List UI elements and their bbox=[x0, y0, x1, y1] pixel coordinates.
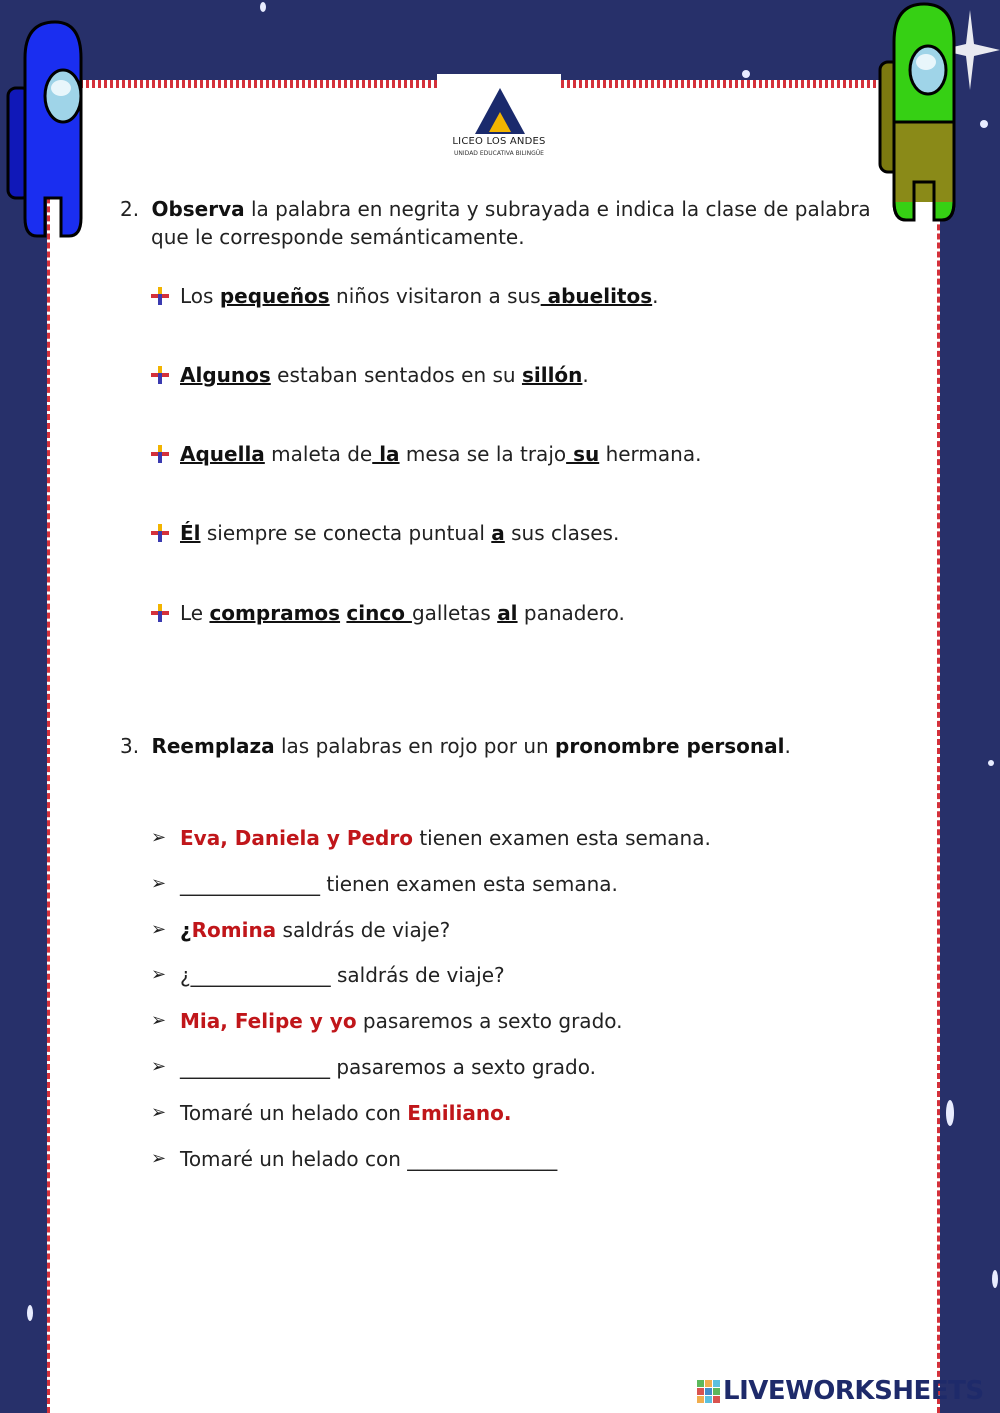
q2-rest: la palabra en negrita y subrayada e indica la clase de palabra bbox=[244, 197, 871, 221]
underlined-word: Aquella bbox=[180, 442, 265, 466]
q2-number: 2. bbox=[120, 197, 140, 221]
q3-item bbox=[180, 963, 505, 987]
underlined-word: la bbox=[372, 442, 400, 466]
red-word: Emiliano. bbox=[407, 1100, 512, 1125]
plain-text: ¿______________ saldrás de viaje? bbox=[180, 963, 505, 988]
plain-text: . bbox=[652, 284, 659, 308]
plain-text: Tomaré un helado con bbox=[180, 1100, 408, 1125]
underlined-word: Algunos bbox=[180, 363, 271, 387]
liveworksheets-watermark bbox=[697, 1376, 997, 1410]
underlined-word: al bbox=[497, 601, 518, 625]
q3-end: . bbox=[784, 734, 791, 758]
underlined-word: compramos bbox=[209, 601, 341, 625]
red-word: Romina bbox=[191, 917, 277, 942]
plain-text: Los bbox=[180, 284, 220, 308]
blue-crewmate-icon bbox=[5, 18, 83, 240]
underlined-word: su bbox=[566, 442, 600, 466]
q3-item bbox=[180, 872, 618, 896]
q3-item bbox=[180, 1101, 511, 1125]
plain-text: estaban sentados en su bbox=[270, 363, 522, 387]
plain-text: sus clases. bbox=[504, 521, 620, 545]
q2-lead: Observa bbox=[151, 197, 245, 221]
liveworksheets-text: LIVEWORKSHEETS bbox=[723, 1376, 984, 1406]
underlined-word: pequeños bbox=[219, 284, 330, 308]
mountain-logo-icon bbox=[475, 88, 525, 134]
underlined-word: Él bbox=[180, 521, 201, 545]
school-name: LICEO LOS ANDES bbox=[452, 136, 546, 147]
liveworksheets-logo-icon bbox=[697, 1380, 721, 1404]
star bbox=[260, 2, 266, 12]
q3-lead: Reemplaza bbox=[151, 734, 275, 758]
red-word: Eva, Daniela y Pedro bbox=[180, 826, 413, 850]
q3-heading bbox=[120, 734, 791, 758]
arrow-bullet-icon: ➢ bbox=[151, 872, 167, 894]
q3-middle: las palabras en rojo por un bbox=[274, 734, 556, 758]
school-subtitle: UNIDAD EDUCATIVA BILINGÜE bbox=[454, 150, 544, 157]
underlined-word: a bbox=[491, 521, 505, 545]
underlined-word: sillón bbox=[521, 363, 583, 387]
q3-number: 3. bbox=[120, 734, 140, 758]
q3-item bbox=[180, 1055, 596, 1079]
star bbox=[980, 120, 988, 128]
q2-item bbox=[180, 521, 619, 545]
plain-text: siempre se conecta puntual bbox=[200, 521, 492, 545]
sparkle-bullet-icon bbox=[151, 287, 169, 305]
plain-text: galletas bbox=[411, 601, 498, 625]
school-logo bbox=[437, 74, 561, 164]
q2-item bbox=[180, 363, 589, 387]
plain-text: tienen examen esta semana. bbox=[412, 826, 711, 850]
plain-text: _______________ pasaremos a sexto grado. bbox=[180, 1055, 596, 1079]
bold-text: ¿ bbox=[180, 917, 192, 942]
plain-text: niños visitaron a sus bbox=[329, 284, 541, 308]
green-crewmate-icon bbox=[878, 2, 958, 224]
plain-text: maleta de bbox=[264, 442, 373, 466]
arrow-bullet-icon: ➢ bbox=[151, 1010, 167, 1032]
arrow-bullet-icon: ➢ bbox=[151, 827, 167, 848]
q2-item bbox=[180, 442, 701, 466]
arrow-bullet-icon: ➢ bbox=[151, 918, 167, 940]
star bbox=[988, 760, 994, 766]
q3-item bbox=[180, 1147, 557, 1171]
arrow-bullet-icon: ➢ bbox=[151, 1101, 167, 1123]
arrow-bullet-icon: ➢ bbox=[151, 1147, 167, 1169]
plain-text: panadero. bbox=[517, 601, 625, 625]
q3-item bbox=[180, 826, 711, 850]
underlined-word: cinco bbox=[346, 601, 412, 625]
star bbox=[946, 1100, 954, 1126]
plain-text: Le bbox=[180, 601, 210, 625]
q2-heading-line2: que le corresponde semánticamente. bbox=[151, 225, 525, 249]
sparkle-bullet-icon bbox=[151, 445, 169, 463]
plain-text: hermana. bbox=[599, 442, 702, 466]
star bbox=[27, 1305, 33, 1321]
plain-text: pasaremos a sexto grado. bbox=[356, 1009, 623, 1034]
plain-text: Tomaré un helado con _______________ bbox=[180, 1146, 558, 1171]
plain-text: saldrás de viaje? bbox=[276, 917, 451, 942]
arrow-bullet-icon: ➢ bbox=[151, 1056, 167, 1077]
arrow-bullet-icon: ➢ bbox=[151, 964, 167, 986]
sparkle-bullet-icon bbox=[151, 524, 169, 542]
star bbox=[742, 70, 750, 78]
plain-text: . bbox=[582, 363, 589, 387]
q3-bold-term: pronombre personal bbox=[555, 734, 785, 758]
underlined-word: abuelitos bbox=[540, 284, 653, 308]
q3-item bbox=[180, 1009, 623, 1033]
plain-text: mesa se la trajo bbox=[399, 442, 567, 466]
star bbox=[992, 1270, 998, 1288]
top-border-left bbox=[80, 80, 437, 88]
q2-item bbox=[180, 284, 659, 308]
q3-item bbox=[180, 918, 450, 942]
q2-heading bbox=[120, 197, 871, 221]
sparkle-bullet-icon bbox=[151, 366, 169, 384]
plain-text: ______________ tienen examen esta semana. bbox=[180, 871, 618, 896]
red-word: Mia, Felipe y yo bbox=[180, 1009, 357, 1034]
q2-item bbox=[180, 601, 625, 625]
sparkle-bullet-icon bbox=[151, 604, 169, 622]
top-border-right bbox=[561, 80, 891, 88]
